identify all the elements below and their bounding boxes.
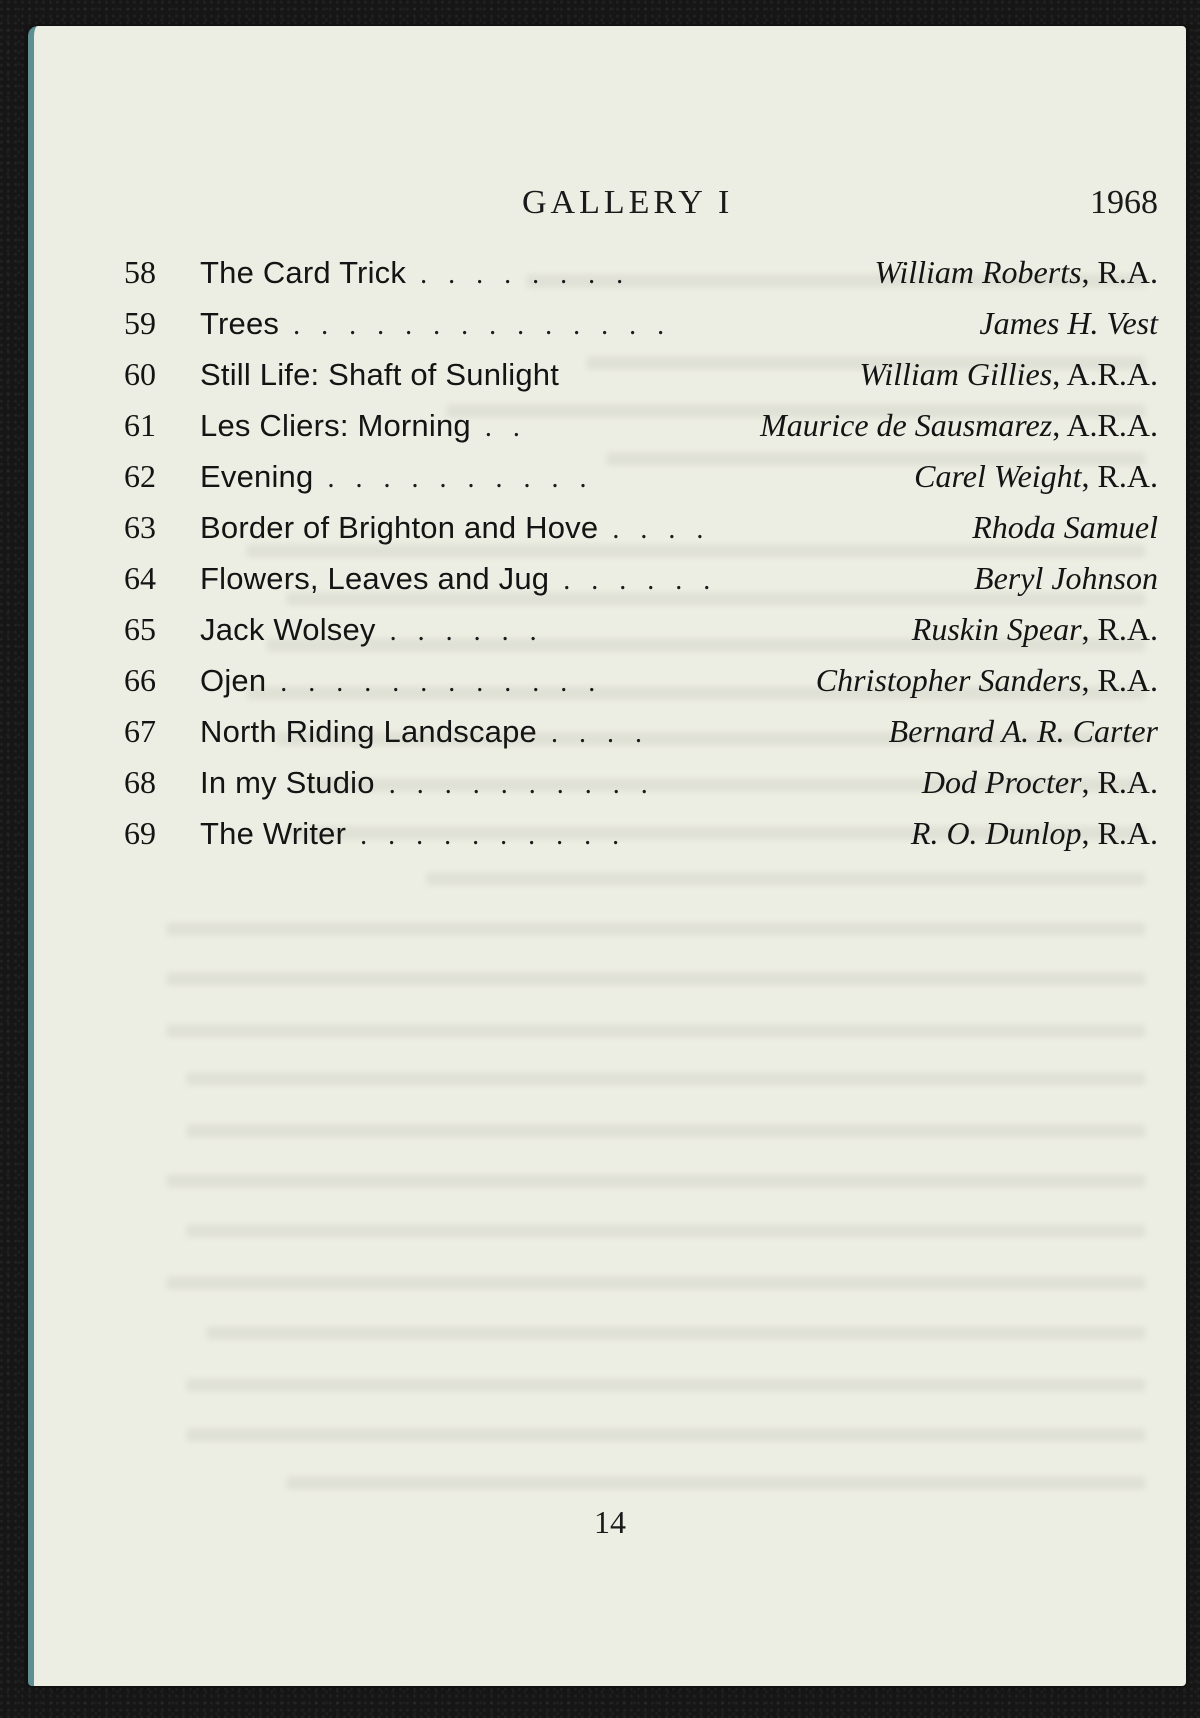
entry-title: Ojen bbox=[200, 663, 267, 698]
entry-artist bbox=[889, 713, 1158, 750]
entry-number: 59 bbox=[124, 305, 156, 341]
entry-artist bbox=[874, 254, 1158, 291]
artist-name: Carel Weight bbox=[914, 458, 1082, 494]
catalogue-list bbox=[124, 254, 1158, 866]
catalogue-entry bbox=[124, 458, 1158, 509]
dot-leader: . . . . . . . . . . bbox=[327, 463, 594, 494]
dot-leader: . . . . . . bbox=[563, 565, 718, 596]
catalogue-entry bbox=[124, 509, 1158, 560]
entry-artist bbox=[979, 305, 1158, 342]
artist-name: Dod Procter bbox=[921, 764, 1082, 800]
artist-name: Maurice de Sausmarez bbox=[760, 407, 1053, 443]
catalogue-entry bbox=[124, 560, 1158, 611]
catalogue-entry bbox=[124, 611, 1158, 662]
page-number: 14 bbox=[594, 1504, 626, 1540]
artist-name: R. O. Dunlop bbox=[910, 815, 1082, 851]
artist-name: James H. Vest bbox=[979, 305, 1158, 341]
running-head bbox=[34, 184, 1186, 234]
dot-leader: . . bbox=[484, 412, 527, 443]
gallery-title: GALLERY I bbox=[522, 184, 734, 221]
catalogue-entry bbox=[124, 764, 1158, 815]
artist-name: Ruskin Spear bbox=[911, 611, 1082, 647]
catalogue-year: 1968 bbox=[1090, 184, 1158, 221]
entry-artist bbox=[911, 815, 1158, 852]
artist-honour: , A.R.A. bbox=[1052, 407, 1158, 443]
catalogue-entry bbox=[124, 713, 1158, 764]
dot-leader: . . . . bbox=[612, 514, 711, 545]
entry-number: 65 bbox=[124, 611, 156, 647]
entry-artist bbox=[912, 611, 1158, 648]
entry-artist bbox=[972, 509, 1158, 546]
artist-name: William Roberts bbox=[874, 254, 1082, 290]
entry-title: In my Studio bbox=[200, 765, 375, 800]
catalogue-entry bbox=[124, 407, 1158, 458]
dot-leader: . . . . . . . . . . bbox=[388, 769, 655, 800]
entry-title: Flowers, Leaves and Jug bbox=[200, 561, 550, 596]
entry-artist bbox=[859, 356, 1158, 393]
artist-honour: , R.A. bbox=[1081, 662, 1158, 698]
catalogue-entry bbox=[124, 305, 1158, 356]
catalogue-entry bbox=[124, 662, 1158, 713]
entry-number: 68 bbox=[124, 764, 156, 800]
entry-number: 61 bbox=[124, 407, 156, 443]
catalogue-entry bbox=[124, 254, 1158, 305]
dot-leader: . . . . . . . . . . . . bbox=[280, 667, 603, 698]
entry-number: 64 bbox=[124, 560, 156, 596]
artist-honour: , R.A. bbox=[1081, 764, 1158, 800]
artist-honour: , R.A. bbox=[1081, 815, 1158, 851]
artist-honour: , R.A. bbox=[1081, 611, 1158, 647]
dot-leader: . . . . . . . . bbox=[420, 259, 631, 290]
dot-leader: . . . . bbox=[551, 718, 649, 749]
entry-title: Border of Brighton and Hove bbox=[200, 510, 599, 545]
entry-number: 62 bbox=[124, 458, 156, 494]
dot-leader: . . . . . . . . . . . . . . bbox=[293, 310, 672, 341]
entry-number: 58 bbox=[124, 254, 156, 290]
artist-name: Bernard A. R. Carter bbox=[888, 713, 1158, 749]
entry-title: Still Life: Shaft of Sunlight bbox=[200, 357, 560, 392]
artist-honour: , R.A. bbox=[1081, 458, 1158, 494]
entry-artist bbox=[914, 458, 1158, 495]
entry-number: 66 bbox=[124, 662, 156, 698]
artist-name: Beryl Johnson bbox=[974, 560, 1158, 596]
entry-title: The Card Trick bbox=[200, 255, 407, 290]
entry-artist bbox=[816, 662, 1158, 699]
entry-title: Evening bbox=[200, 459, 314, 494]
catalogue-entry bbox=[124, 815, 1158, 866]
artist-honour: , A.R.A. bbox=[1052, 356, 1158, 392]
artist-name: William Gillies bbox=[859, 356, 1053, 392]
catalogue-page bbox=[28, 26, 1186, 1686]
dot-leader: . . . . . . bbox=[389, 616, 544, 647]
entry-artist bbox=[922, 764, 1158, 801]
entry-artist bbox=[760, 407, 1158, 444]
entry-artist bbox=[974, 560, 1158, 597]
entry-title: North Riding Landscape bbox=[200, 714, 537, 749]
artist-name: Rhoda Samuel bbox=[972, 509, 1158, 545]
entry-number: 63 bbox=[124, 509, 156, 545]
catalogue-entry bbox=[124, 356, 1158, 407]
entry-title: Trees bbox=[200, 306, 280, 341]
artist-honour: , R.A. bbox=[1081, 254, 1158, 290]
entry-number: 69 bbox=[124, 815, 156, 851]
entry-number: 60 bbox=[124, 356, 156, 392]
entry-title: Jack Wolsey bbox=[200, 612, 376, 647]
artist-name: Christopher Sanders bbox=[815, 662, 1082, 698]
entry-number: 67 bbox=[124, 713, 156, 749]
entry-title: Les Cliers: Morning bbox=[200, 408, 471, 443]
dot-leader: . . . . . . . . . . bbox=[360, 820, 627, 851]
entry-title: The Writer bbox=[200, 816, 347, 851]
